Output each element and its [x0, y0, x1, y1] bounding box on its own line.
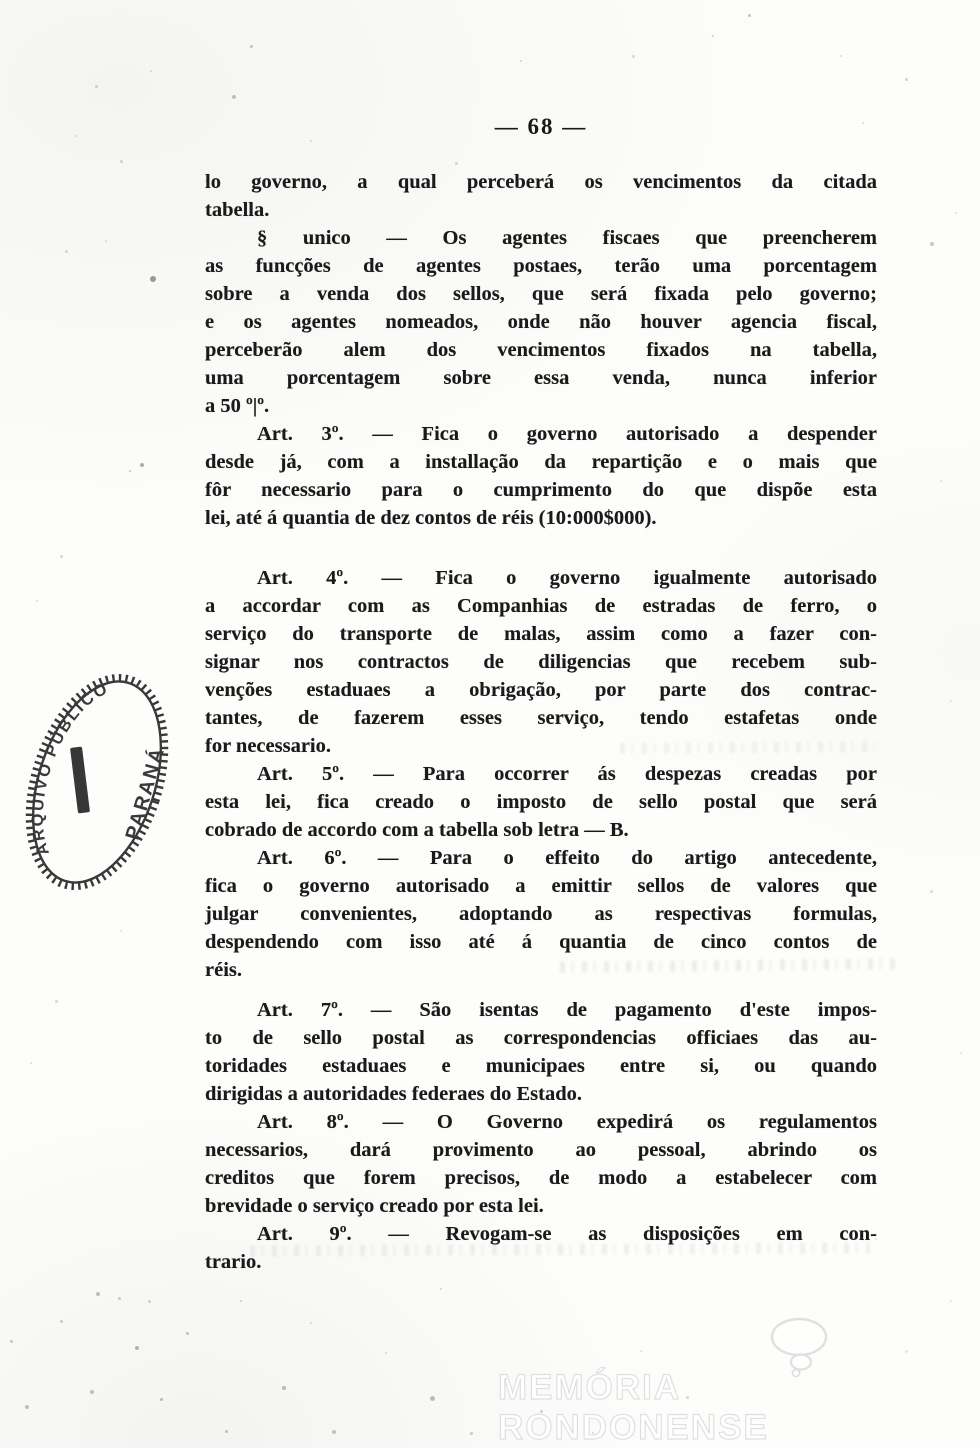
paper-speck: [840, 55, 842, 57]
paper-speck: [440, 1288, 442, 1290]
paper-speck: [300, 260, 302, 262]
paper-speck: [748, 14, 751, 17]
paper-speck: [712, 35, 714, 37]
paper-speck: [455, 162, 458, 165]
text-line: Art. 9º. — Revogam-se as disposições em con-: [257, 1223, 877, 1245]
paper-speck: [129, 470, 131, 472]
paper-speck: [905, 1350, 908, 1353]
text-line: sobre a venda dos sellos, que será fixada pelo governo;: [205, 283, 877, 305]
text-line: dirigidas a autoridades federaes do Estado.: [205, 1083, 582, 1105]
text-line: lo governo, a qual perceberá os vencimentos da citada: [205, 171, 877, 193]
text-line: fôr necessario para o cumprimento do que dispõe esta: [205, 479, 877, 501]
paper-speck: [148, 1300, 151, 1303]
paper-speck: [955, 212, 957, 214]
text-line: cobrado de accordo com a tabella sob letra — B.: [205, 819, 629, 841]
paper-speck: [150, 276, 156, 282]
paper-speck: [632, 55, 635, 58]
stamp-center-bar: [70, 747, 90, 814]
text-line: brevidade o serviço creado por esta lei.: [205, 1195, 544, 1217]
paper-speck: [240, 1300, 242, 1302]
text-line: toridades estaduaes e municipaes entre si, ou quando: [205, 1055, 877, 1077]
paper-speck: [875, 1238, 877, 1240]
paper-speck: [960, 1052, 962, 1054]
paragraph: [205, 420, 877, 532]
text-line: tantes, de fazerem esses serviço, tendo estafetas onde: [205, 707, 877, 729]
text-line: to de sello postal as correspondencias officiaes das au-: [205, 1027, 877, 1049]
paper-speck: [905, 78, 908, 81]
paper-speck: [310, 140, 312, 142]
paper-speck: [60, 555, 63, 558]
paper-speck: [592, 1432, 594, 1434]
paper-speck: [232, 95, 236, 99]
stamp-parana-text: PARANÁ: [121, 743, 170, 843]
text-line: venções estaduaes a obrigação, por parte dos contrac-: [205, 679, 877, 701]
paper-speck: [75, 135, 77, 137]
paper-speck: [96, 1292, 100, 1296]
paper-speck: [540, 1410, 543, 1413]
text-line: Art. 8º. — O Governo expedirá os regulamentos: [257, 1111, 877, 1133]
text-line: § unico — Os agentes fiscaes que preencherem: [257, 227, 877, 249]
text-line: despendendo com isso até á quantia de cinco contos de: [205, 931, 877, 953]
paper-speck: [60, 1320, 63, 1323]
text-line: signar nos contractos de diligencias que recebem sub-: [205, 651, 877, 673]
paper-speck: [105, 240, 107, 242]
paper-speck: [250, 45, 253, 48]
paper-speck: [310, 1322, 312, 1324]
paper-speck: [950, 700, 952, 702]
paper-speck: [160, 1398, 163, 1401]
paper-speck: [25, 1405, 29, 1409]
paper-speck: [30, 1062, 32, 1064]
text-line: for necessario.: [205, 735, 332, 757]
paper-speck: [520, 60, 522, 62]
paper-speck: [940, 480, 942, 482]
paper-speck: [505, 1378, 507, 1380]
text-line: tabella.: [205, 199, 270, 221]
page-number: — 68 —: [494, 114, 588, 139]
paper-speck: [640, 1350, 642, 1352]
paper-speck: [90, 1390, 94, 1394]
paper-speck: [55, 1000, 58, 1003]
text-line: a 50 º|º.: [205, 395, 270, 417]
text-line: a accordar com as Companhias de estradas de ferro, o: [205, 595, 877, 617]
text-line: necessarios, dará provimento ao pessoal, abrindo os: [205, 1139, 877, 1161]
text-line: uma porcentagem sobre essa venda, nunca inferior: [205, 367, 877, 389]
paragraph: [205, 564, 877, 760]
text-line: perceberão alem dos vencimentos fixados na tabella,: [205, 339, 877, 361]
paper-speck: [686, 1396, 689, 1399]
paragraph: [205, 168, 877, 224]
paper-speck: [118, 1297, 121, 1300]
text-line: trario.: [205, 1251, 262, 1273]
paper-speck: [120, 160, 123, 163]
paper-speck: [150, 70, 152, 72]
text-line: réis.: [205, 959, 242, 981]
paper-speck: [135, 1346, 139, 1350]
text-line: lei, até á quantia de dez contos de réis (10:000$000).: [205, 507, 657, 529]
paragraph: [205, 760, 877, 844]
archive-stamp: [18, 666, 176, 898]
paragraph: [205, 1108, 877, 1220]
watermark: MEMÓRIA RONDONENSE: [498, 1368, 769, 1447]
paper-speck: [430, 1396, 435, 1401]
text-line: esta lei, fica creado o imposto de sello postal que será: [205, 791, 877, 813]
document-text: [205, 168, 877, 1276]
paper-speck: [282, 1386, 286, 1390]
text-line: Art. 5º. — Para occorrer ás despezas creadas por: [257, 763, 877, 785]
paper-speck: [930, 890, 933, 893]
paper-speck: [950, 1300, 952, 1302]
text-line: Art. 6º. — Para o effeito do artigo antecedente,: [257, 847, 877, 869]
text-line: Art. 7º. — São isentas de pagamento d'este impos-: [257, 999, 877, 1021]
text-line: Art. 3º. — Fica o governo autorisado a despender: [257, 423, 877, 445]
paper-speck: [36, 600, 38, 602]
paper-speck: [930, 242, 934, 246]
paper-speck: [95, 85, 98, 88]
ink-bleedthrough: [620, 741, 875, 754]
text-line: creditos que forem precisos, de modo a estabelecer com: [205, 1167, 877, 1189]
paragraph: [205, 996, 877, 1108]
paper-speck: [140, 463, 144, 467]
text-line: serviço do transporte de malas, assim como a fazer con-: [205, 623, 877, 645]
text-line: Art. 4º. — Fica o governo igualmente autorisado: [257, 567, 877, 589]
stamp-arc-text: ARQUIVO PÚBLICO: [28, 679, 112, 858]
paper-speck: [205, 180, 207, 182]
paper-speck: [120, 930, 122, 932]
paper-speck: [65, 250, 68, 253]
paper-speck: [862, 122, 864, 124]
paper-speck: [332, 1430, 336, 1434]
paper-speck: [186, 1332, 189, 1335]
text-line: desde já, com a installação da repartição e o mais que: [205, 451, 877, 473]
paper-speck: [385, 1352, 387, 1354]
paragraph: [205, 224, 877, 420]
paper-speck: [470, 1432, 473, 1435]
text-line: as funcções de agentes postaes, terão uma porcentagem: [205, 255, 877, 277]
text-line: fica o governo autorisado a emittir sellos de valores que: [205, 875, 877, 897]
paper-speck: [10, 1340, 13, 1343]
paper-speck: [225, 1430, 228, 1433]
text-line: e os agentes nomeados, onde não houver agencia fiscal,: [205, 311, 877, 333]
text-line: julgar convenientes, adoptando as respectivas formulas,: [205, 903, 877, 925]
